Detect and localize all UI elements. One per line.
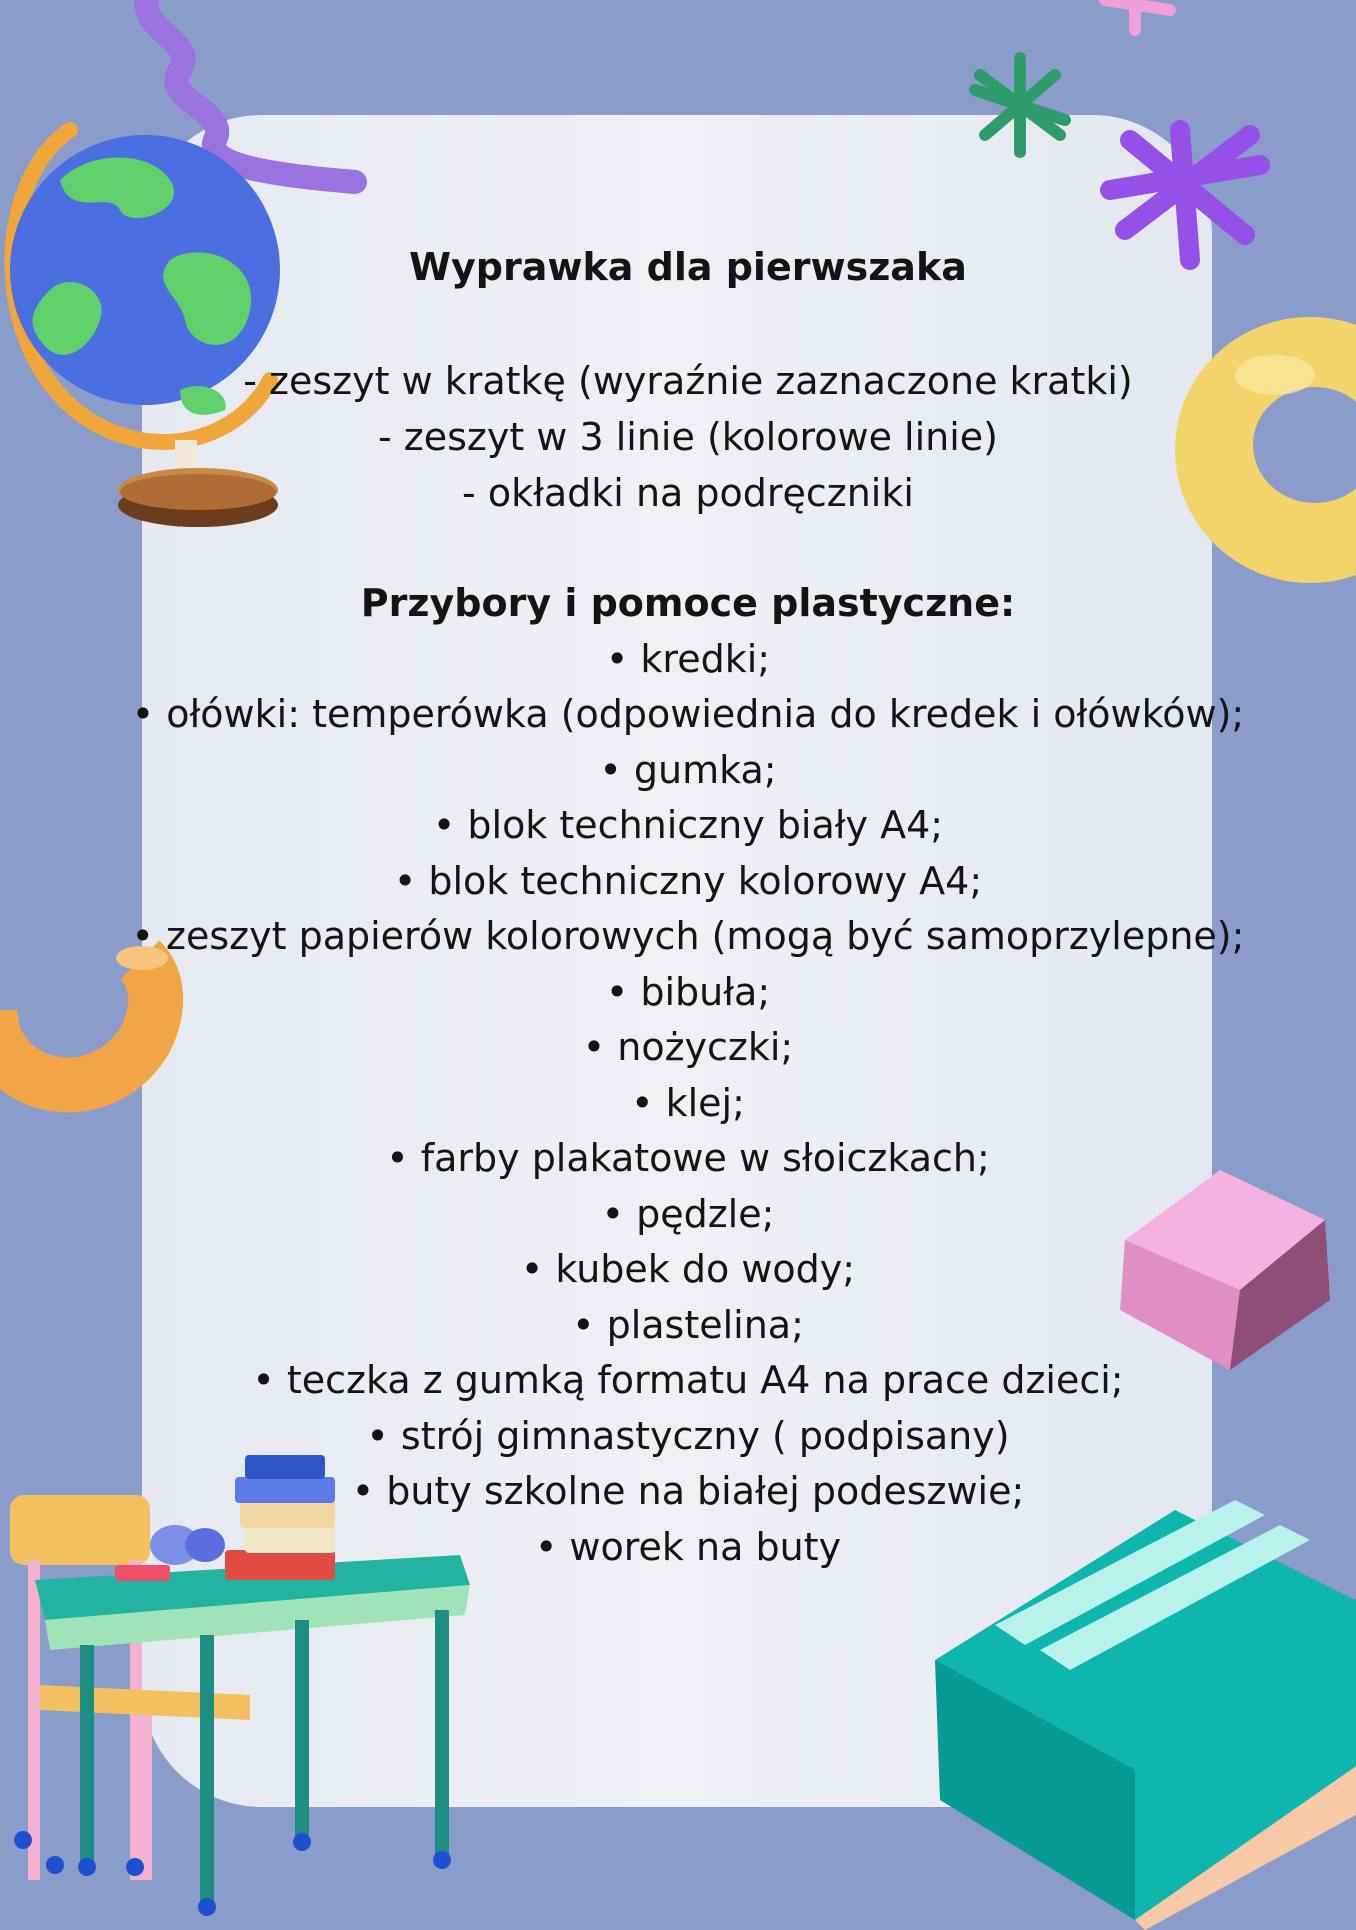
- list-item: • buty szkolne na białej podeszwie;: [351, 1469, 1025, 1513]
- intro-item: - okładki na podręczniki: [462, 471, 914, 515]
- list-item: • bibuła;: [605, 970, 771, 1014]
- list-item: • farby plakatowe w słoiczkach;: [386, 1136, 990, 1180]
- list-item: • worek na buty: [534, 1525, 842, 1569]
- green-asterisk-decoration: [965, 50, 1075, 160]
- list-item: • ołówki: temperówka (odpowiednia do kredek i ołówków);: [131, 692, 1245, 736]
- list-item: • nożyczki;: [582, 1025, 794, 1069]
- list-item: • gumka;: [599, 748, 777, 792]
- globe-decoration: [0, 120, 300, 530]
- list-item: • kredki;: [605, 637, 771, 681]
- intro-item: - zeszyt w kratkę (wyraźnie zaznaczone kratki): [243, 359, 1133, 403]
- list-item: • kubek do wody;: [520, 1247, 856, 1291]
- list-item: • teczka z gumką formatu A4 na prace dzieci;: [252, 1358, 1124, 1402]
- list-item: • blok techniczny biały A4;: [432, 803, 944, 847]
- page-title: Wyprawka dla pierwszaka: [409, 245, 967, 289]
- list-item: • plastelina;: [572, 1303, 804, 1347]
- book-decoration: [935, 1510, 1356, 1930]
- intro-item: - zeszyt w 3 linie (kolorowe linie): [377, 415, 999, 459]
- list-item: • blok techniczny kolorowy A4;: [393, 859, 983, 903]
- section-title: Przybory i pomoce plastyczne:: [360, 581, 1016, 625]
- list-item: • klej;: [631, 1081, 745, 1125]
- list-item: • zeszyt papierów kolorowych (mogą być samoprzylepne);: [131, 914, 1245, 958]
- pink-star-decoration: [1090, 0, 1180, 40]
- list-item: • strój gimnastyczny ( podpisany): [366, 1414, 1010, 1458]
- list-item: • pędzle;: [601, 1192, 775, 1236]
